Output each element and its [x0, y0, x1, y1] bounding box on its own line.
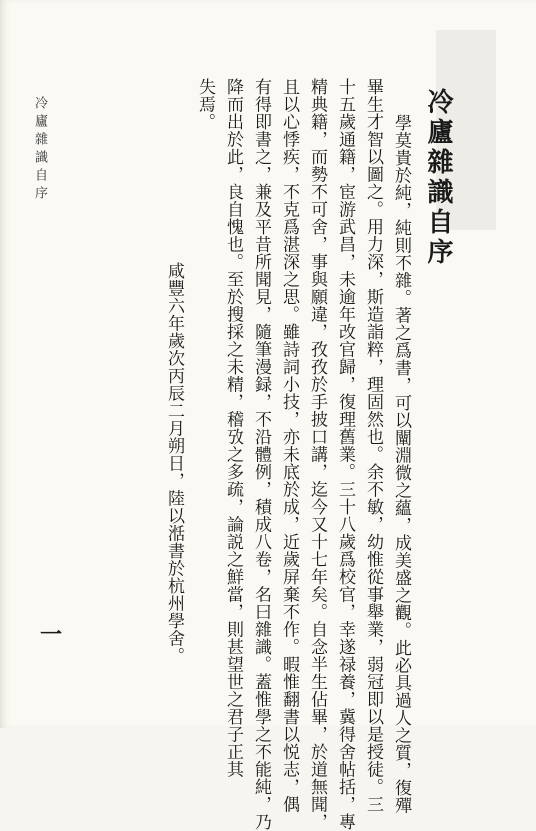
text-column-7: 降而出於此，良自愧也。至於搜採之未精，稽攷之多疏，論説之鮮當，則甚望世之君子正其	[223, 78, 243, 778]
text-column-6: 有得即書之，兼及平昔所聞見，隨筆漫録，不沿體例，積成八卷，名曰雜識。蓋惟學之不能純，乃	[251, 78, 271, 831]
page-title: 冷廬雜識自序	[423, 88, 453, 268]
text-column-5: 且以心悸疾，不克爲湛深之思。雖詩詞小技，亦未底於成，近歲屏棄不作。暇惟翻書以悦志，偶	[279, 78, 299, 813]
text-column-1: 學莫貴於純，純則不雜。著之爲書，可以闡淵微之蘊，成美盛之觀。此必具過人之質，復殫	[391, 114, 411, 814]
text-column-4: 精典籍，而勢不可舍，事與願違，孜孜於手披口講，迄今又十七年矣。自念半生佔畢，於道無聞，	[307, 78, 327, 831]
text-column-3: 十五歲通籍，宦游武昌，未逾年改官歸，復理舊業。三十八歲爲校官，幸遂禄養，冀得舍帖括，專	[335, 78, 355, 831]
dateline: 咸豐六年歲次丙辰二月朔日，陸以湉書於杭州學舍。	[164, 262, 184, 665]
page-number: 一	[40, 622, 63, 648]
margin-running-title: 冷廬雜識自序	[32, 96, 47, 204]
text-column-2: 畢生才智以圖之。用力深，斯造詣粹，理固然也。余不敏，幼惟從事舉業，弱冠即以是授徒。三	[363, 78, 383, 813]
text-column-8: 失焉。	[195, 78, 215, 131]
